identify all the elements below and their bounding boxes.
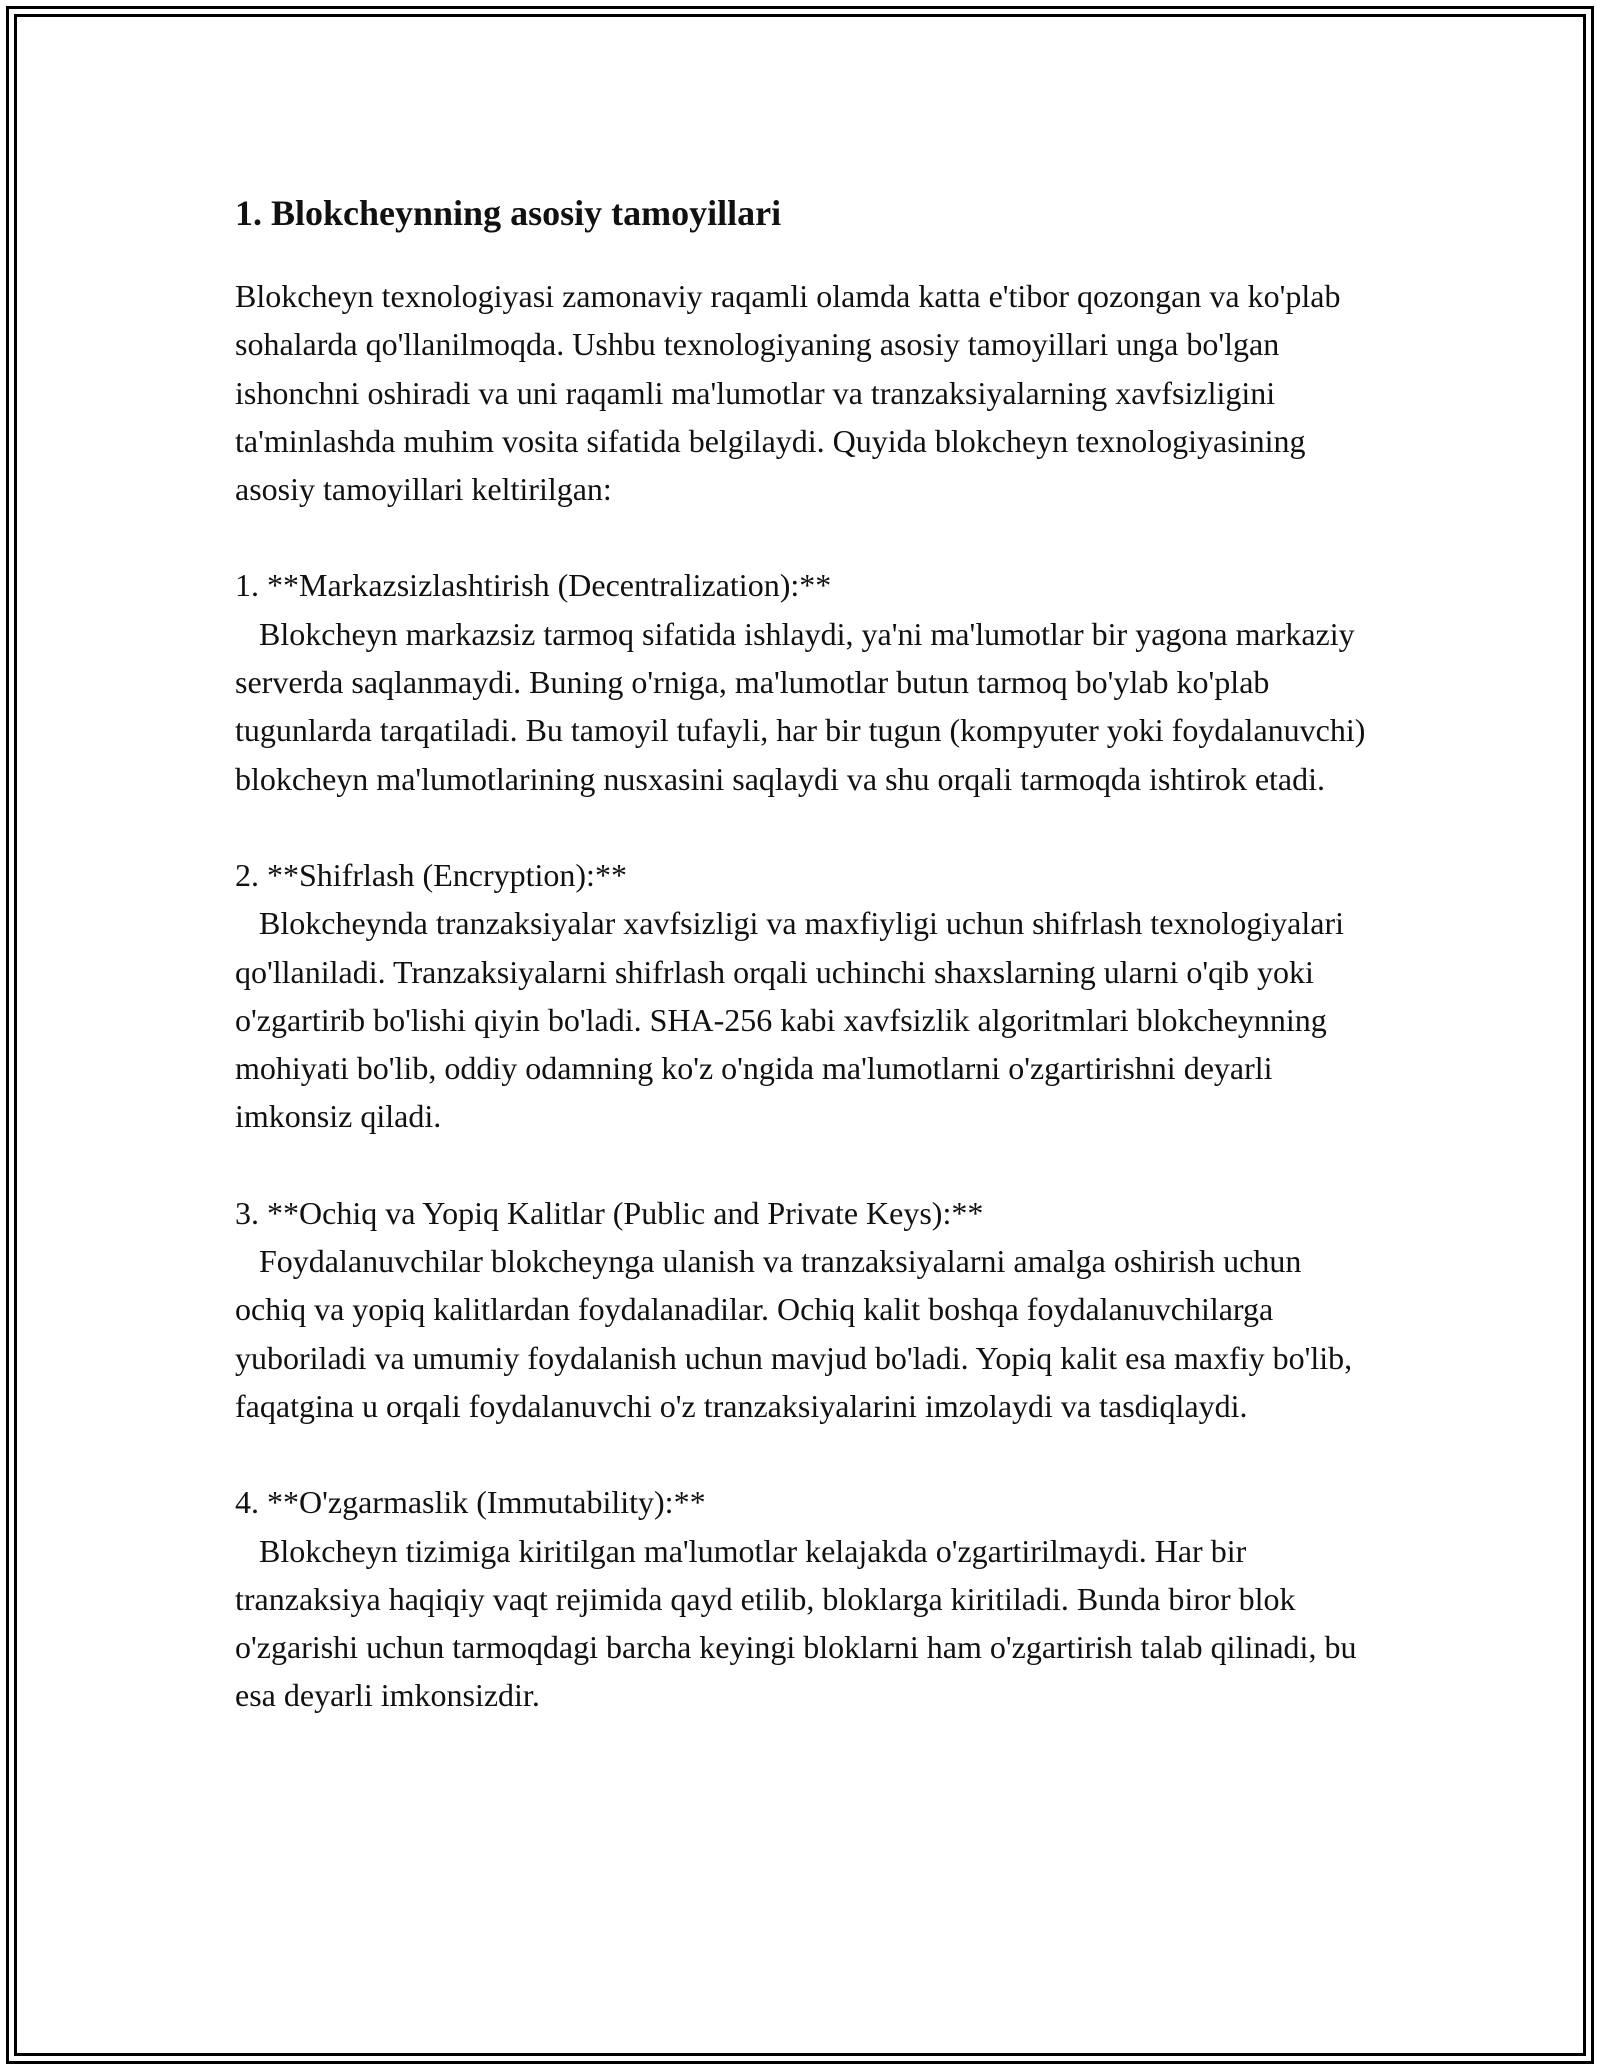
section-encryption <box>235 851 1375 1141</box>
section-public-private-keys <box>235 1189 1375 1430</box>
section-heading: 2. **Shifrlash (Encryption):** <box>235 856 627 893</box>
section-heading: 1. **Markazsizlashtirish (Decentralization):** <box>235 567 832 604</box>
section-heading: 4. **O'zgarmaslik (Immutability):** <box>235 1484 706 1521</box>
intro-paragraph: Blokcheyn texnologiyasi zamonaviy raqamli olamda katta e'tibor qozongan va ko'plab sohalarda qo'llanilmoqda. Ushbu texnologiyaning asosiy tamoyillari unga bo'lgan ishonchni oshiradi va uni raqamli ma'lumotlar va tranzaksiyalarning xavfsizligini ta'minlashda muhim vosita sifatida belgilaydi. Quyida blokcheyn texnologiyasining asosiy tamoyillari keltirilgan: <box>235 278 1341 508</box>
section-decentralization <box>235 561 1375 802</box>
document-title: 1. Blokcheynning asosiy tamoyillari <box>235 193 782 233</box>
section-body: Blokcheynda tranzaksiyalar xavfsizligi va maxfiyligi uchun shifrlash texnologiyalari qo'llaniladi. Tranzaksiyalarni shifrlash orqali uchinchi shaxslarning ularni o'qib yoki o'zgartirib bo'lishi qiyin bo'ladi. SHA-256 kabi xavfsizlik algoritmlari blokcheynning mohiyati bo'lib, oddiy odamning ko'z o'ngida ma'lumotlarni o'zgartirishni deyarli imkonsiz qiladi. <box>235 905 1353 1135</box>
document-body <box>235 188 1375 1720</box>
section-immutability <box>235 1478 1375 1719</box>
section-body: Blokcheyn markazsiz tarmoq sifatida ishlaydi, ya'ni ma'lumotlar bir yagona markaziy serverda saqlanmaydi. Buning o'rniga, ma'lumotlar butun tarmoq bo'ylab ko'plab tugunlarda tarqatiladi. Bu tamoyil tufayli, har bir tugun (kompyuter yoki foydalanuvchi) blokcheyn ma'lumotlarining nusxasini saqlaydi va shu orqali tarmoqda ishtirok etadi. <box>235 615 1374 797</box>
section-heading: 3. **Ochiq va Yopiq Kalitlar (Public and Private Keys):** <box>235 1194 984 1231</box>
section-body: Foydalanuvchilar blokcheynga ulanish va tranzaksiyalarni amalga oshirish uchun ochiq va yopiq kalitlardan foydalanadilar. Ochiq kalit boshqa foydalanuvchilarga yuboriladi va umumiy foydalanish uchun mavjud bo'ladi. Yopiq kalit esa maxfiy bo'lib, faqatgina u orqali foydalanuvchi o'z tranzaksiyalarini imzolaydi va tasdiqlaydi. <box>235 1243 1361 1424</box>
section-body: Blokcheyn tizimiga kiritilgan ma'lumotlar kelajakda o'zgartirilmaydi. Har bir tranzaksiya haqiqiy vaqt rejimida qayd etilib, bloklarga kiritiladi. Bunda biror blok o'zgarishi uchun tarmoqdagi barcha keyingi bloklarni ham o'zgartirish talab qilinadi, bu esa deyarli imkonsizdir. <box>235 1532 1365 1714</box>
